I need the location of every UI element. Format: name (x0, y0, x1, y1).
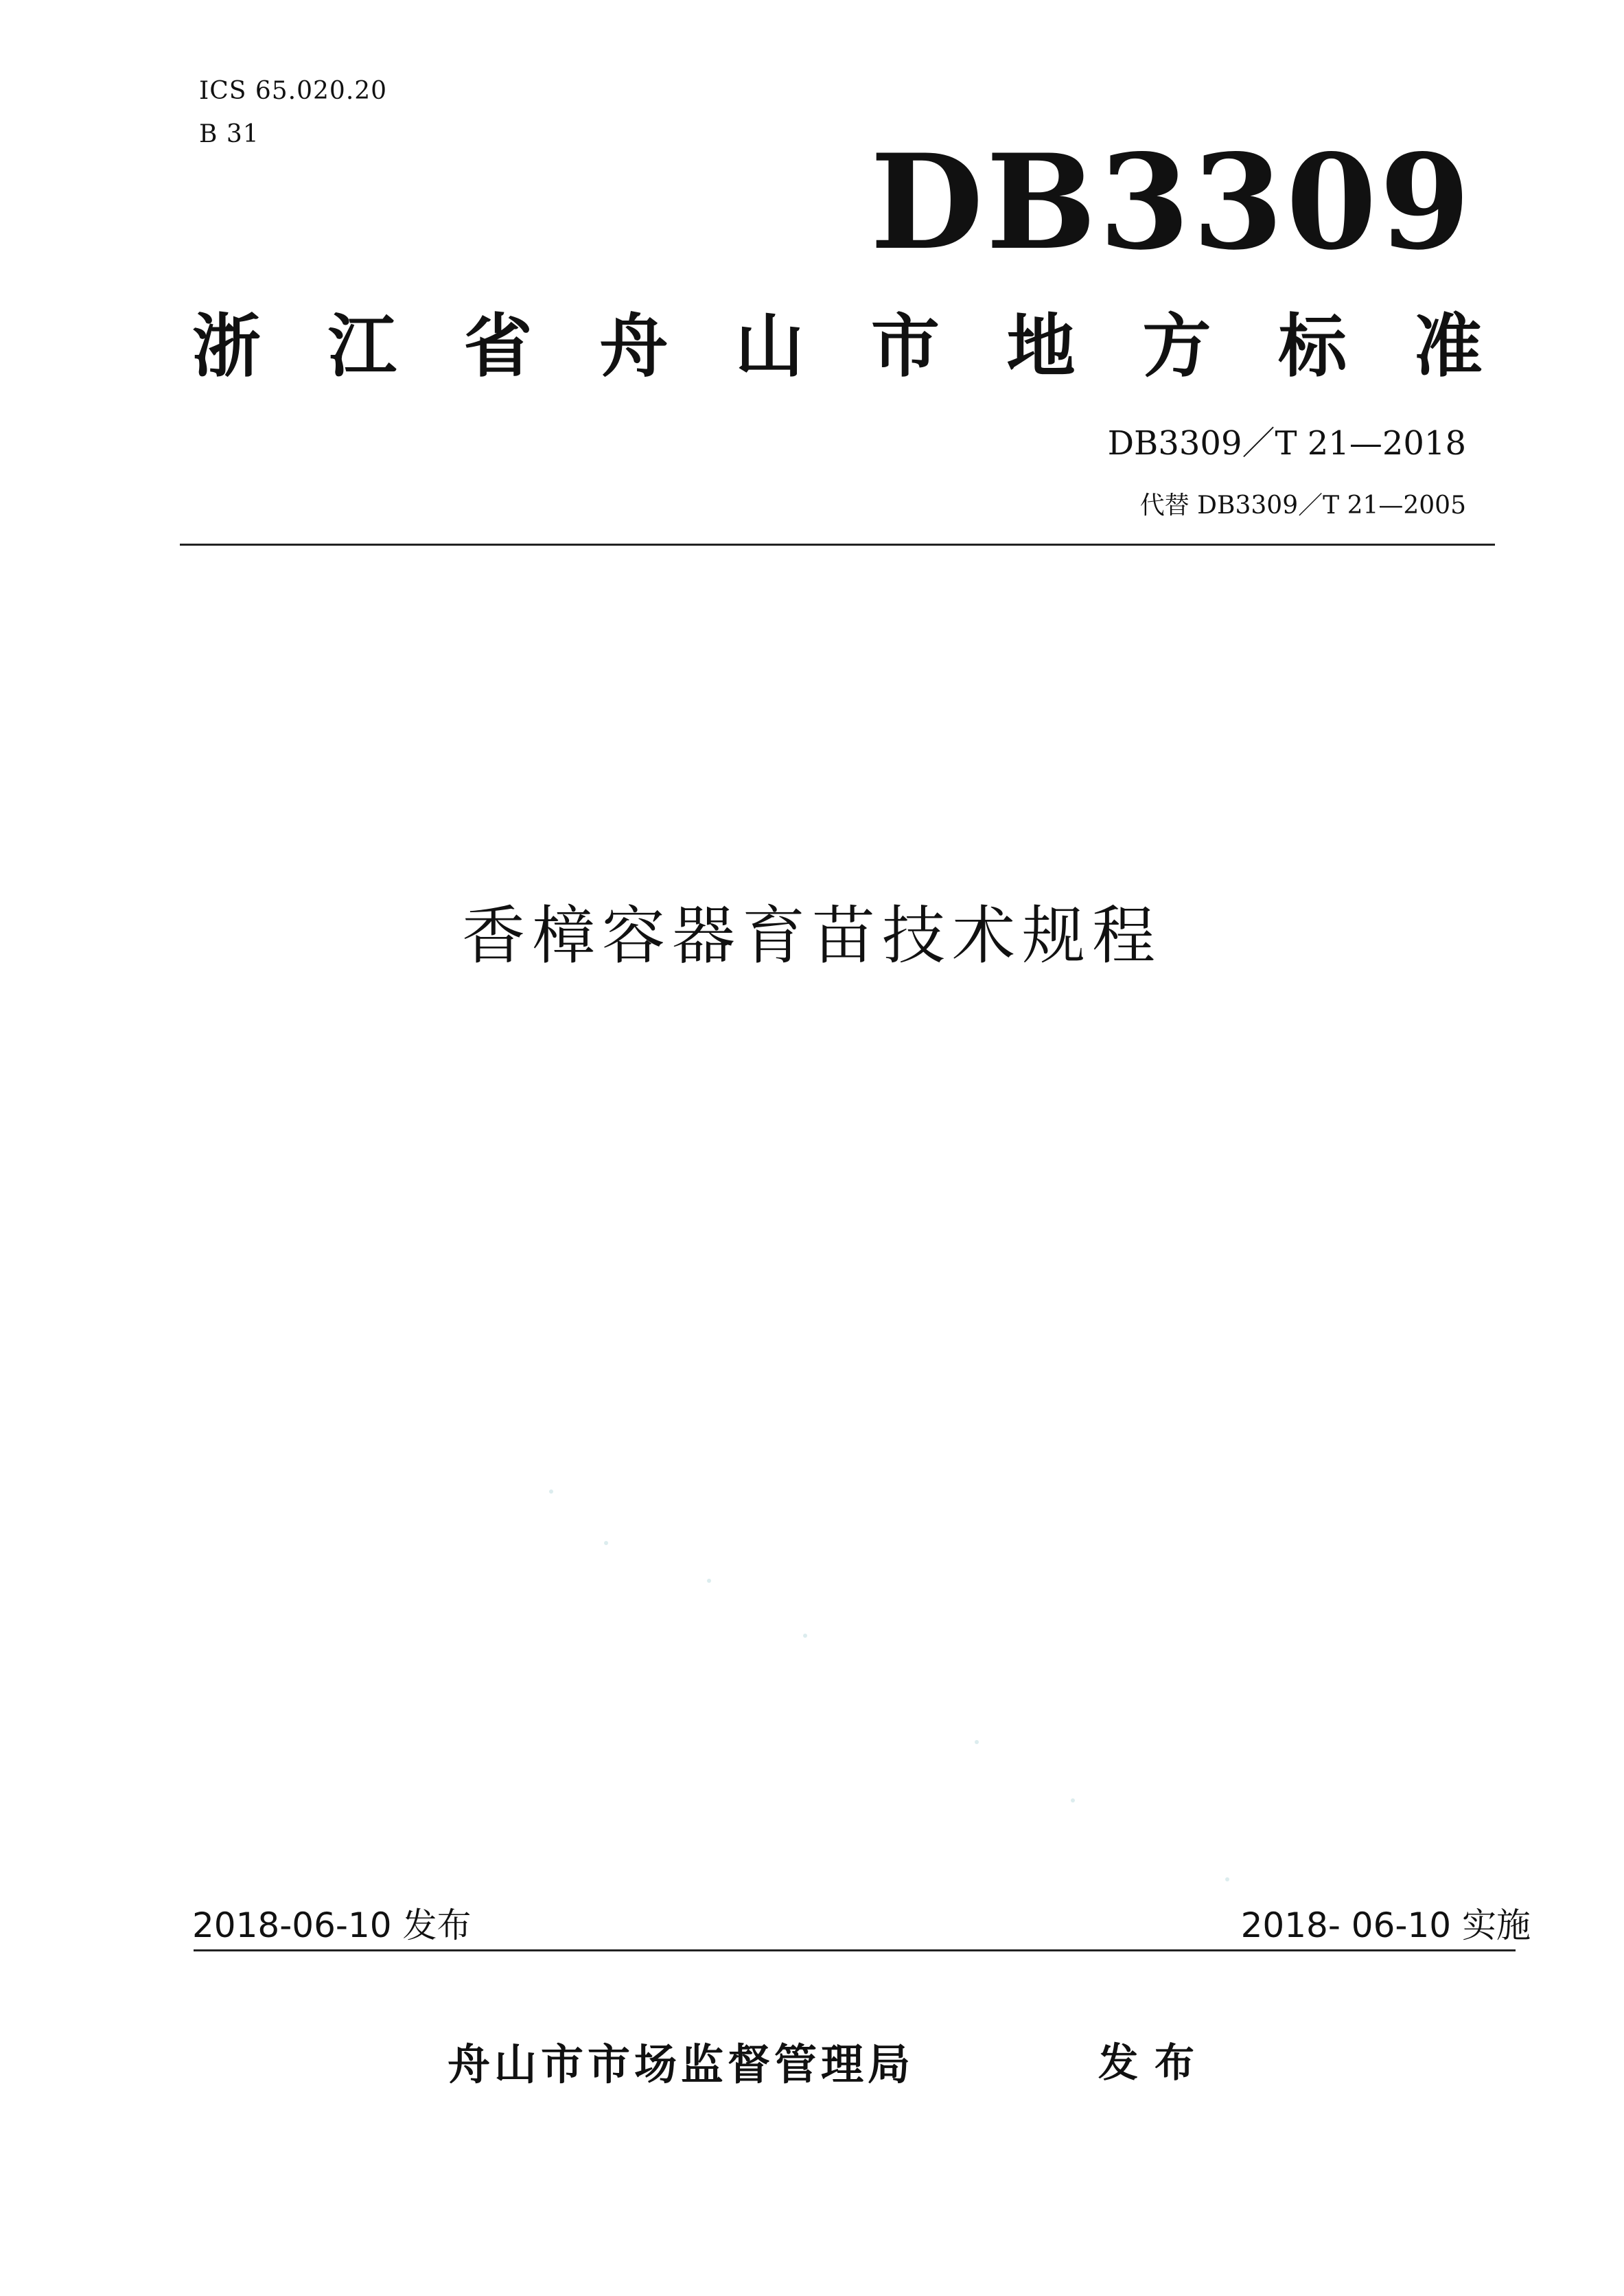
footer-divider (194, 1949, 1516, 1951)
standard-type-char: 江 (327, 306, 397, 386)
scan-speck (707, 1579, 711, 1583)
standard-type-char: 舟 (599, 306, 669, 386)
standard-type-char: 市 (870, 306, 940, 386)
issuing-authority: 舟山市市场监督管理局 (448, 2039, 915, 2089)
standard-type-char: 地 (1006, 306, 1076, 386)
header-divider (180, 544, 1495, 546)
standard-type-char: 浙 (192, 306, 261, 386)
replaces-standard: 代替 DB3309／T 21—2005 (1139, 491, 1466, 520)
ics-code: ICS 65.020.20 (199, 77, 388, 105)
region-code-heading: DB3309 (870, 126, 1473, 279)
standard-number: DB3309／T 21—2018 (1107, 424, 1466, 463)
issue-label: 发布 (1098, 2039, 1211, 2086)
document-title: 香樟容器育苗技术规程 (461, 899, 1162, 973)
scan-speck (549, 1489, 553, 1494)
scan-speck (975, 1740, 979, 1744)
scan-speck (604, 1541, 608, 1545)
scan-speck (1071, 1798, 1075, 1802)
scan-speck (1225, 1877, 1229, 1881)
implementation-date: 2018- 06-10 实施 (1240, 1905, 1531, 1945)
standard-type-char: 准 (1413, 306, 1483, 386)
ccs-code: B 31 (199, 120, 259, 148)
publish-date: 2018-06-10 发布 (192, 1905, 472, 1945)
scan-speck (803, 1634, 807, 1638)
standard-type-char: 山 (735, 306, 804, 386)
standard-type-char: 省 (463, 306, 533, 386)
standard-type-char: 方 (1142, 306, 1211, 386)
standard-type-char: 标 (1278, 306, 1347, 386)
standard-type-heading (192, 306, 1483, 386)
